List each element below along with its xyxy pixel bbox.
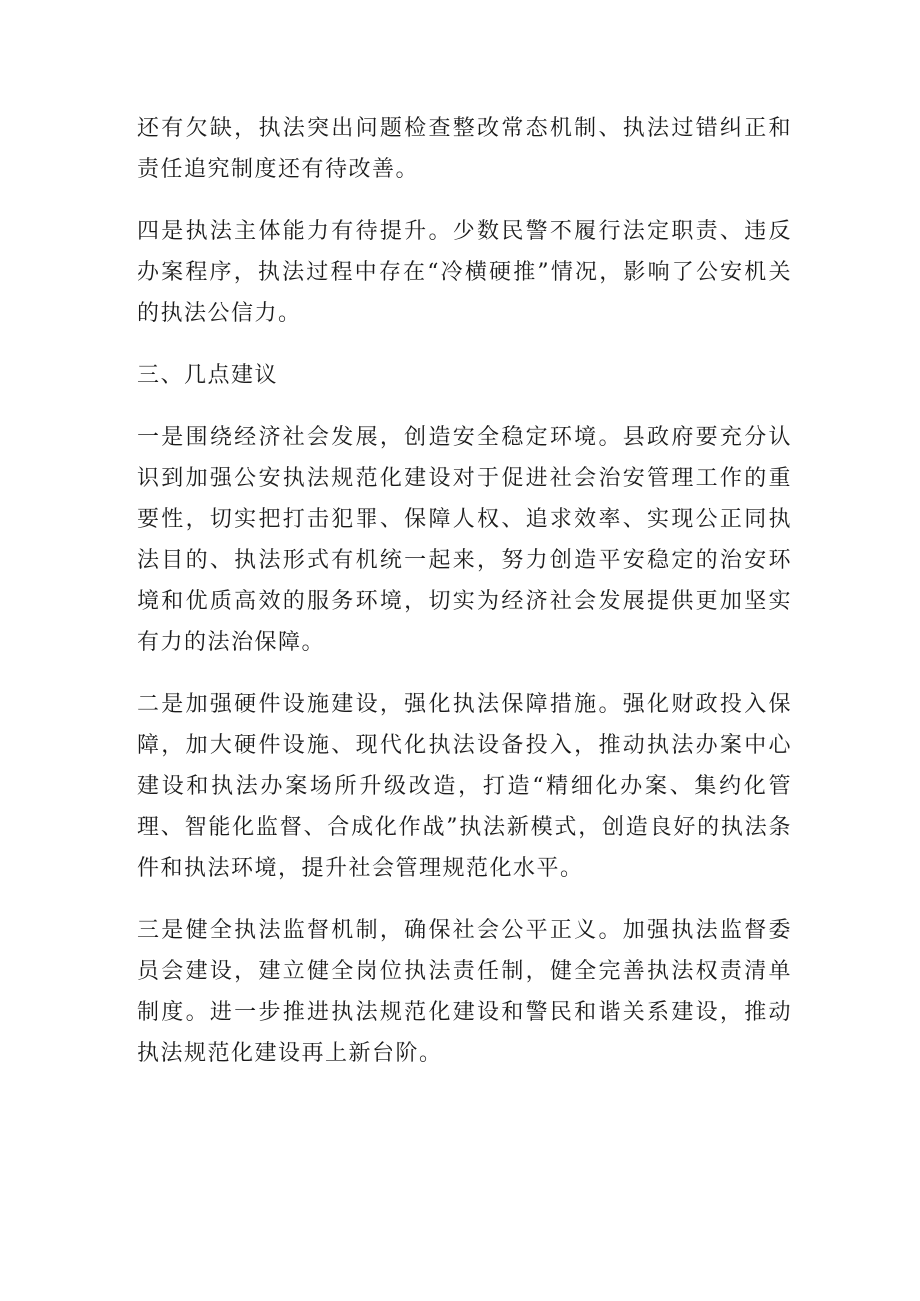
- paragraph-suggestion-two: 二是加强硬件设施建设，强化执法保障措施。强化财政投入保障，加大硬件设施、现代化执法设备投入，推动执法办案中心建设和执法办案场所升级改造，打造“精细化办案、集约化管理、智能化监督、合成化作战”执法新模式，创造良好的执法条件和执法环境，提升社会管理规范化水平。: [137, 692, 792, 881]
- document-body: [137, 108, 792, 1095]
- section-heading-suggestions: 三、几点建议: [137, 363, 279, 388]
- paragraph-suggestion-one: 一是围绕经济社会发展，创造安全稳定环境。县政府要充分认识到加强公安执法规范化建设对于促进社会治安管理工作的重要性，切实把打击犯罪、保障人权、追求效率、实现公正同执法目的、执法形式有机统一起来，努力创造平安稳定的治安环境和优质高效的服务环境，切实为经济社会发展提供更加坚实有力的法治保障。: [137, 425, 792, 655]
- paragraph-point-four-capability: 四是执法主体能力有待提升。少数民警不履行法定职责、违反办案程序，执法过程中存在“冷横硬推”情况，影响了公安机关的执法公信力。: [137, 219, 792, 326]
- paragraph-enforcement-mechanism-gaps: 还有欠缺，执法突出问题检查整改常态机制、执法过错纠正和责任追究制度还有待改善。: [137, 116, 792, 182]
- paragraph-suggestion-three: 三是健全执法监督机制，确保社会公平正义。加强执法监督委员会建设，建立健全岗位执法责任制，健全完善执法权责清单制度。进一步推进执法规范化建设和警民和谐关系建设，推动执法规范化建设再上新台阶。: [137, 918, 792, 1066]
